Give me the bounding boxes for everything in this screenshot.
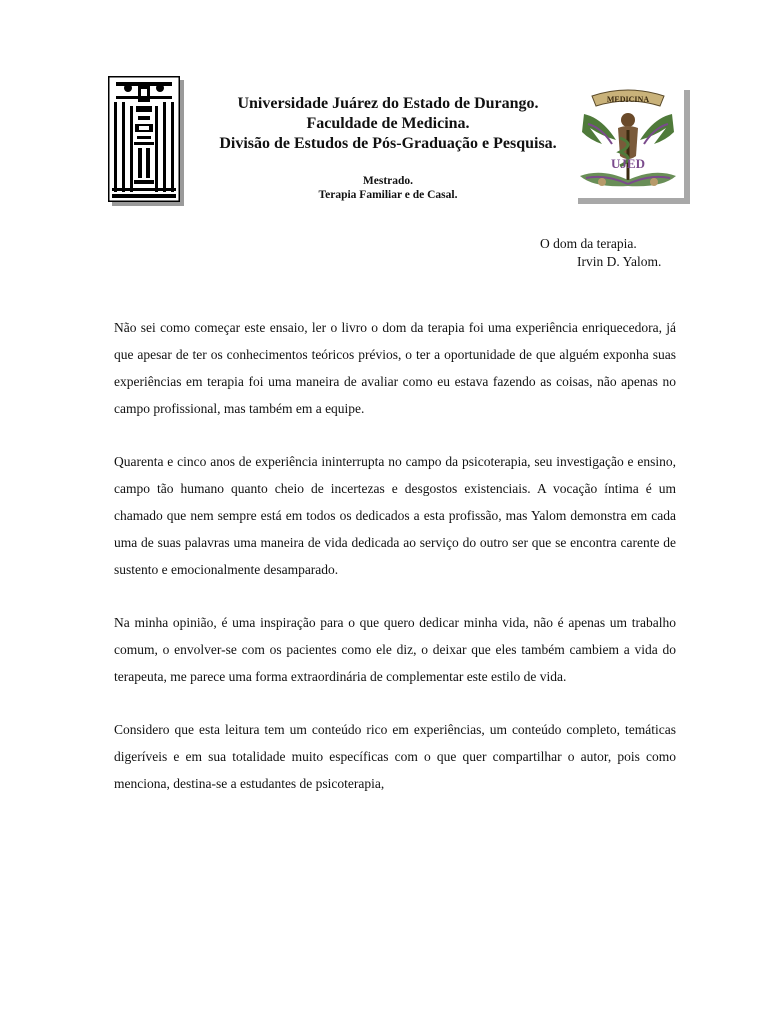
book-author: Irvin D. Yalom. (577, 254, 662, 269)
university-name: Universidade Juárez do Estado de Durango. (237, 95, 539, 112)
specialty-name: Terapia Familiar e de Casal. (318, 189, 458, 201)
paragraph: Na minha opinião, é uma inspiração para o que quero dedicar minha vida, não é apenas um trabalho comum, o envolver-se com os pacientes como ele diz, o deixar que eles também cambiem a vida do terapeuta, me parece uma forma extraordinária de complementar este estilo de vida. (114, 615, 676, 684)
university-crest-icon (108, 76, 180, 202)
logo-banner-text: MEDICINA (606, 95, 650, 104)
paragraph: Quarenta e cinco anos de experiência ininterrupta no campo da psicoterapia, seu investigação e ensino, campo tão humano quanto cheio de incertezas e desgostos existenciais. A vocação íntima é um chamado que nem sempre está em todos os dedicados a esta profissão, mas Yalom demonstra em cada uma de suas palavras uma maneira de vida dedicada ao serviço do outro ser que se encontra carente de sustento e emocionalmente desamparado. (114, 454, 676, 577)
division-name: Divisão de Estudos de Pós-Graduação e Pesquisa. (219, 135, 557, 152)
institution-header (196, 94, 580, 202)
paragraph: Considero que esta leitura tem um conteúdo rico em experiências, um conteúdo completo, temáticas digeríveis e em sua totalidade muito específicas com o que quer compartilhar o autor, pois como menciona, destina-se a estudantes de psicoterapia, (114, 722, 676, 791)
book-title: O dom da terapia. (540, 236, 637, 251)
faculty-name: Faculdade de Medicina. (306, 115, 470, 132)
faculty-logo (572, 84, 690, 204)
paragraph: Não sei como começar este ensaio, ler o livro o dom da terapia foi uma experiência enriquecedora, já que apesar de ter os conhecimentos teóricos prévios, o ter a oportunidade de que alguém exponha suas experiências em terapia foi uma maneira de avaliar como eu estava fazendo as coisas, não apenas no campo profissional, mas também em a equipe. (114, 320, 676, 416)
essay-body (114, 314, 676, 823)
medicine-eagle-crest-icon (572, 84, 684, 198)
logo-monogram: UJED (611, 156, 645, 171)
university-logo (108, 76, 184, 206)
program-name: Mestrado. (362, 175, 414, 187)
